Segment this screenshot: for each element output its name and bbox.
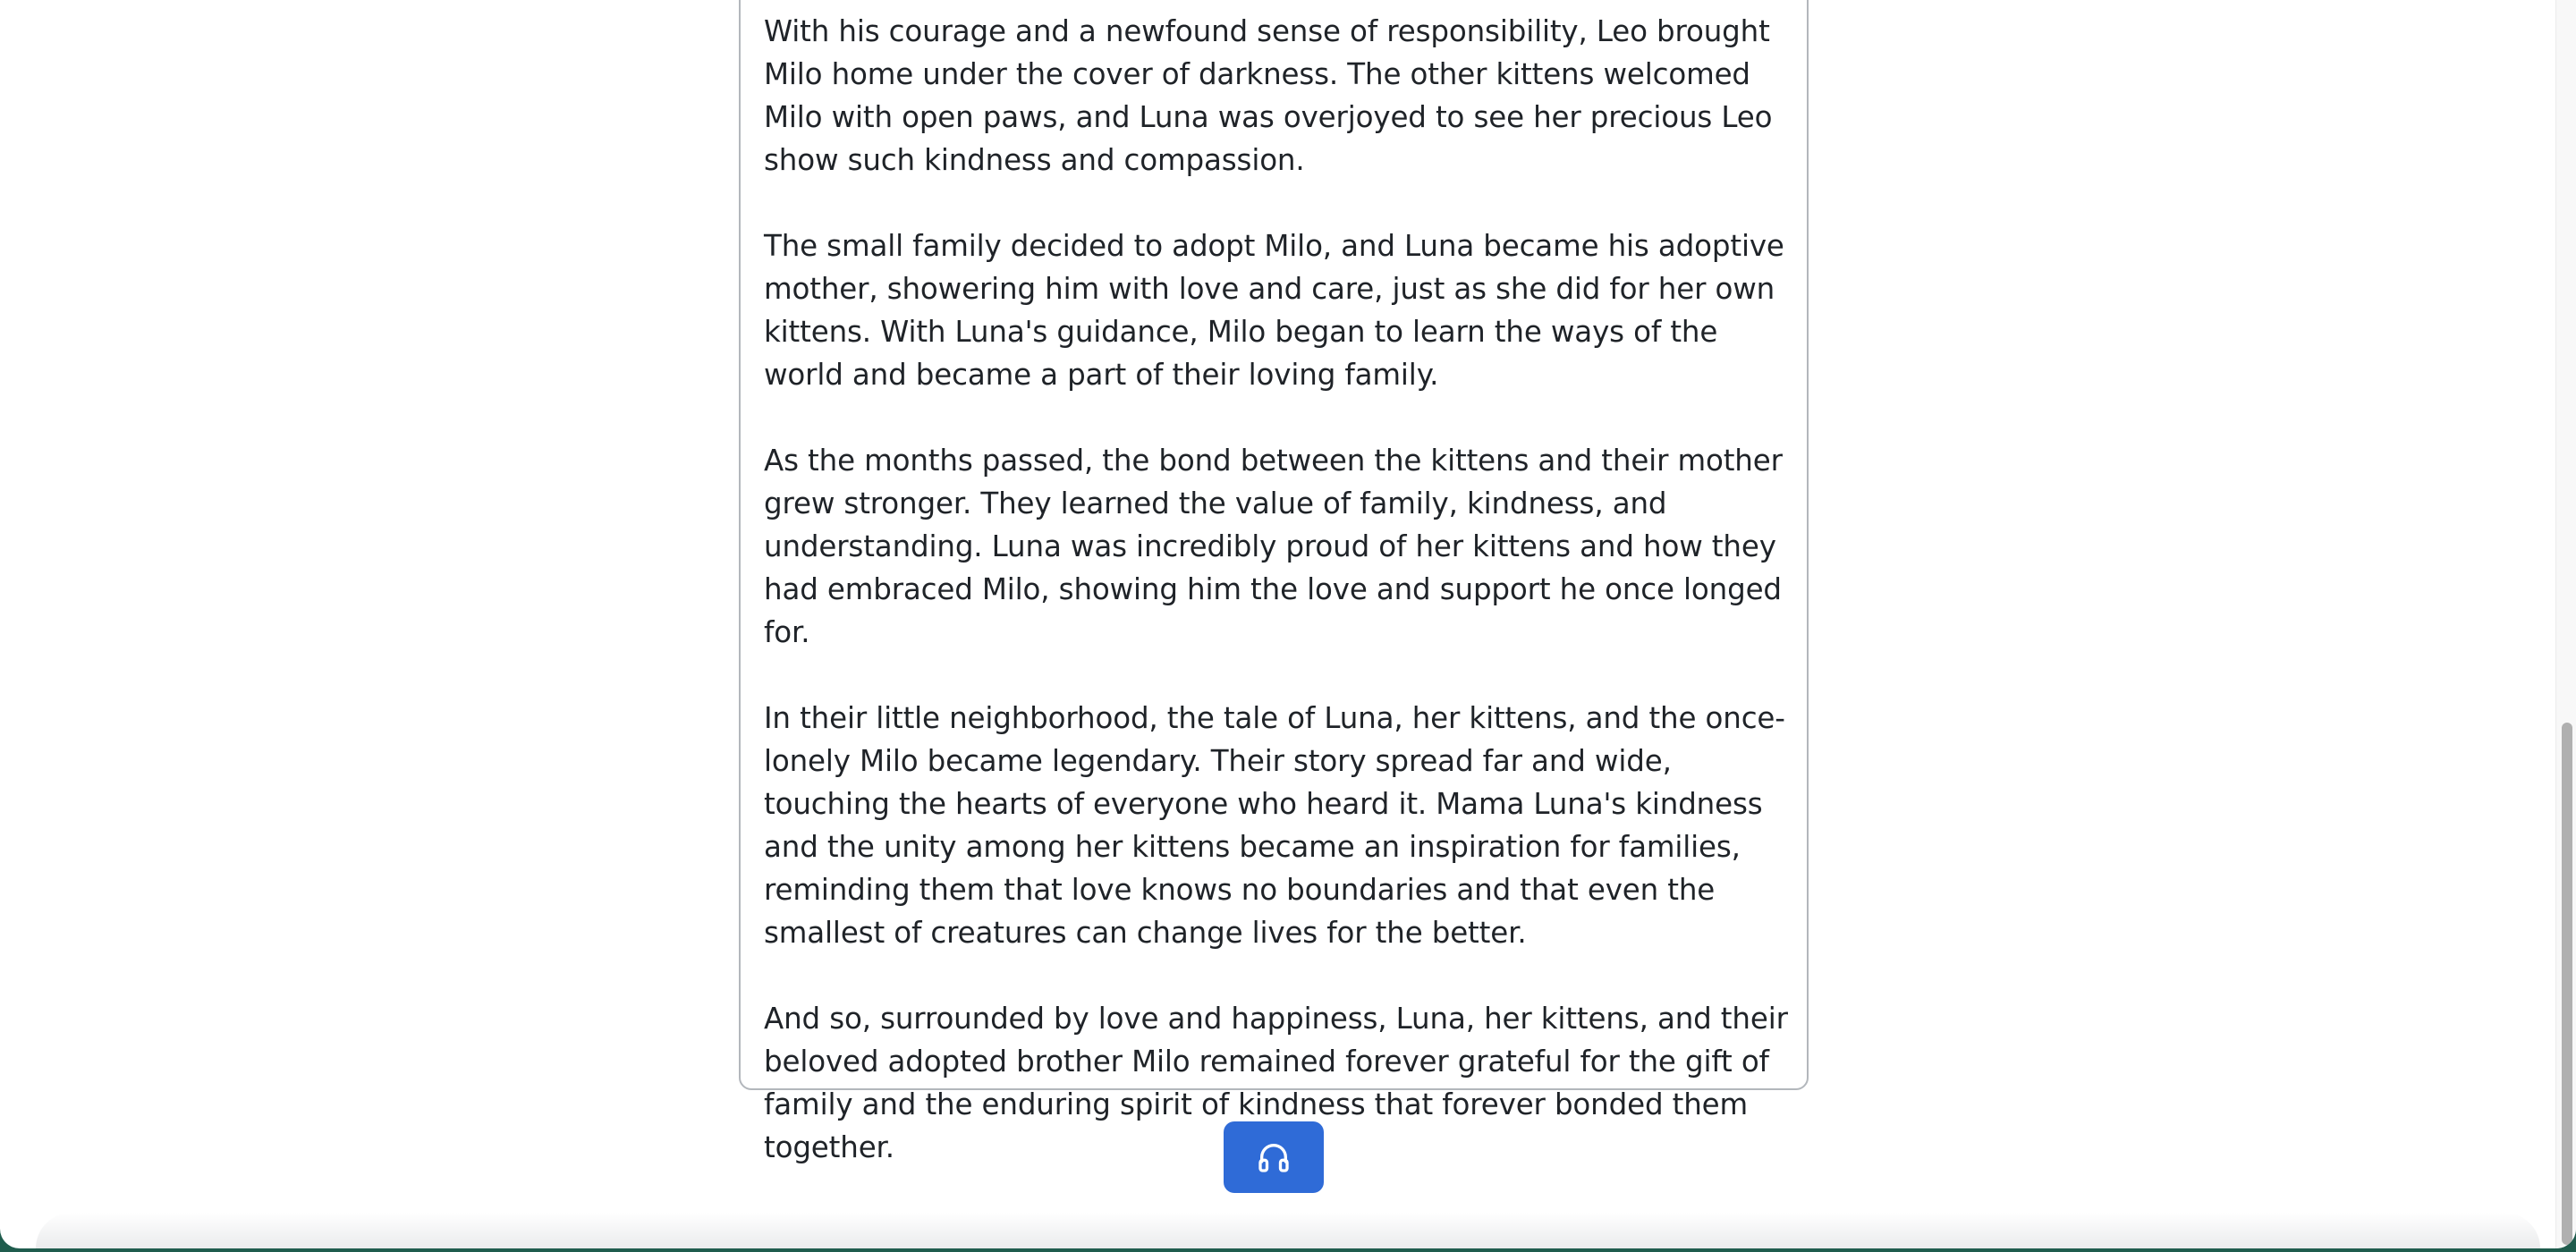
story-paragraph: And so, surrounded by love and happiness, Luna, her kittens, and their beloved adopted brother Milo remained forever grateful for the gift of family and the enduring spirit of kindness that forever bonded them together. (764, 1002, 1788, 1164)
headphones-icon (1256, 1139, 1292, 1175)
page-scrollbar[interactable] (2555, 0, 2576, 1248)
bottom-fade (36, 1213, 2540, 1248)
story-text (764, 10, 1801, 1169)
story-paragraph: The small family decided to adopt Milo, and Luna became his adoptive mother, showering him with love and care, just as she did for her own kittens. With Luna's guidance, Milo began to learn the ways of the world and became a part of their loving family. (764, 229, 1784, 392)
story-paragraph: With his courage and a newfound sense of responsibility, Leo brought Milo home under the cover of darkness. The other kittens welcomed Milo with open paws, and Luna was overjoyed to see her precious Leo show such kindness and compassion. (764, 14, 1773, 177)
story-text-box[interactable] (739, 0, 1809, 1164)
story-paragraph: In their little neighborhood, the tale of Luna, her kittens, and the once-lonely Milo became legendary. Their story spread far and wide, touching the hearts of everyone who heard it. Mama Luna's kindness and the unity among her kittens became an inspiration for families, reminding them that love knows no boundaries and that even the smallest of creatures can change lives for the better. (764, 701, 1785, 950)
listen-audio-button[interactable] (1224, 1121, 1324, 1193)
scrollbar-thumb[interactable] (2562, 723, 2572, 1245)
story-paragraph: As the months passed, the bond between the kittens and their mother grew stronger. They learned the value of family, kindness, and understanding. Luna was incredibly proud of her kittens and how they had embraced Milo, showing him the love and support he once longed for. (764, 444, 1783, 649)
